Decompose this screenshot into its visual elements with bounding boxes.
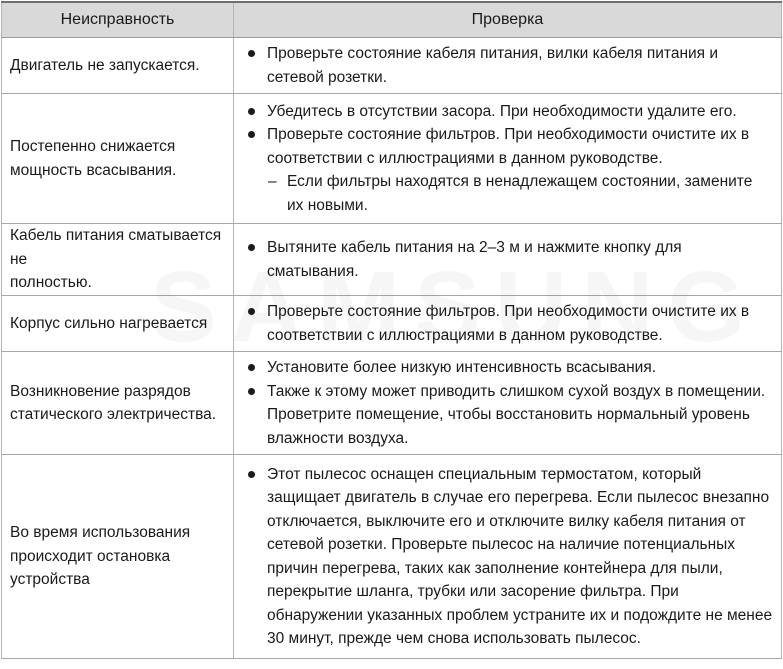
check-item: Проверьте состояние фильтров. При необходимости очистите их в соответствии с иллюстрациями в данном руководстве. — [244, 123, 773, 170]
fault-cell: Двигатель не запускается. — [2, 38, 234, 94]
column-header-check: Проверка — [234, 2, 782, 38]
check-cell — [234, 352, 782, 455]
troubleshooting-table — [1, 1, 782, 659]
table-row — [2, 224, 782, 296]
check-cell — [234, 38, 782, 94]
check-item: Убедитесь в отсутствии засора. При необходимости удалите его. — [244, 100, 773, 124]
table-row — [2, 352, 782, 455]
check-cell — [234, 455, 782, 659]
fault-cell: Корпус сильно нагревается — [2, 296, 234, 352]
fault-cell: Во время использования происходит остановка устройства — [2, 455, 234, 659]
check-item: Также к этому может приводить слишком сухой воздух в помещении. Проветрите помещение, чтобы восстановить нормальный уровень влажности воздуха. — [244, 380, 773, 451]
check-item: Установите более низкую интенсивность всасывания. — [244, 356, 773, 380]
table-row — [2, 38, 782, 94]
fault-line: не — [10, 250, 28, 268]
check-item: Вытяните кабель питания на 2–3 м и нажмите кнопку для сматывания. — [244, 236, 773, 283]
check-cell — [234, 224, 782, 296]
check-subitem: – Если фильтры находятся в ненадлежащем состоянии, замените их новыми. — [244, 170, 773, 217]
check-item: Проверьте состояние кабеля питания, вилки кабеля питания и сетевой розетки. — [244, 42, 773, 89]
table-row — [2, 94, 782, 224]
check-item: Этот пылесос оснащен специальным термостатом, который защищает двигатель в случае его перегрева. Если пылесос внезапно отключается, выключите его и отключите вилку кабеля питания от сетевой розетки. Проверьте пылесос на наличие потенциальных причин перегрева, таких как заполнение контейнера для пыли, перекрытие шланга, трубки или засорение фильтра. При обнаружении указанных проблем устраните их и подождите не менее 30 минут, прежде чем снова использовать пылесос. — [244, 463, 773, 651]
fault-cell: Возникновение разрядов статического электричества. — [2, 352, 234, 455]
fault-cell — [2, 224, 234, 296]
check-item: Проверьте состояние фильтров. При необходимости очистите их в соответствии с иллюстрациями в данном руководстве. — [244, 300, 773, 347]
table-row — [2, 455, 782, 659]
fault-cell: Постепенно снижается мощность всасывания. — [2, 94, 234, 224]
table-row — [2, 296, 782, 352]
fault-line: Кабель питания сматывается — [10, 227, 222, 245]
table-header-row — [2, 2, 782, 38]
check-cell — [234, 94, 782, 224]
fault-line: полностью. — [10, 274, 92, 292]
check-cell — [234, 296, 782, 352]
column-header-fault: Неисправность — [2, 2, 234, 38]
